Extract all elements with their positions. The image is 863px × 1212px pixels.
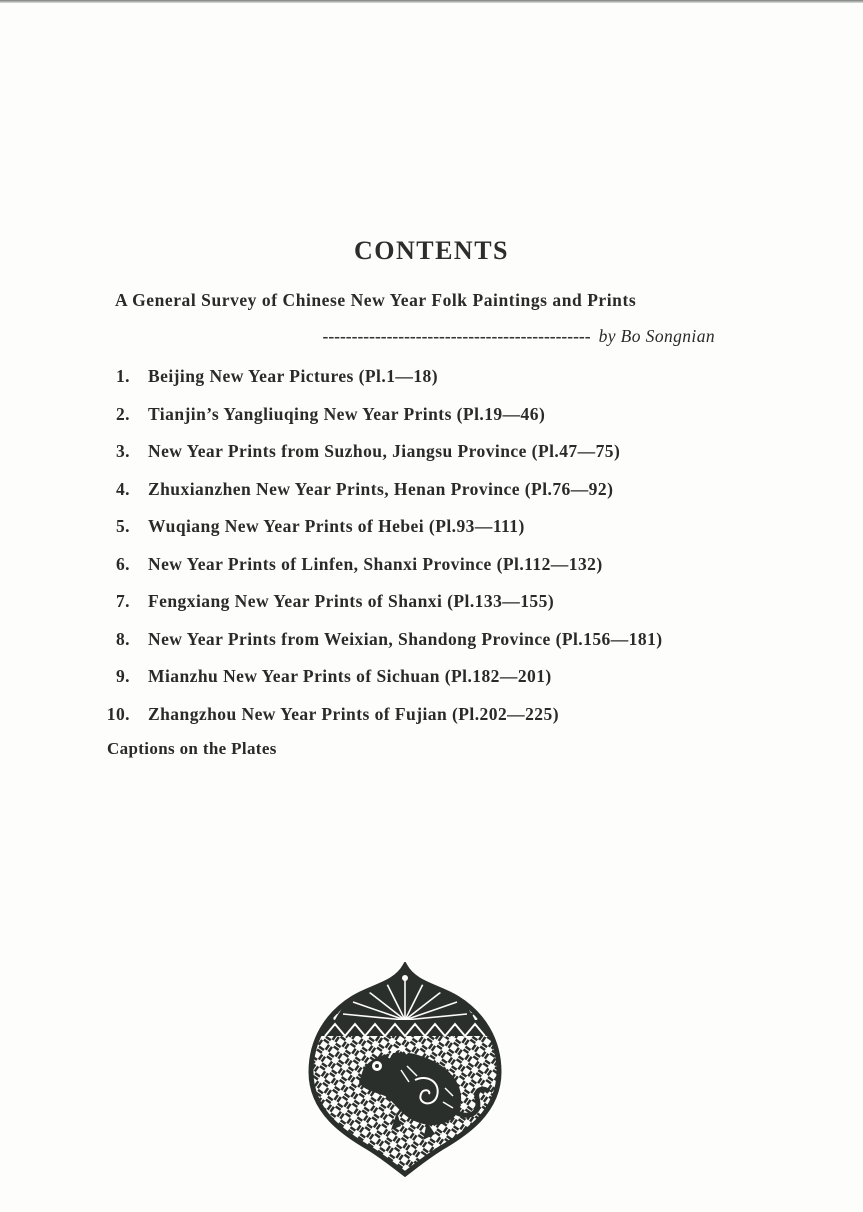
toc-entry-title: Zhangzhou New Year Prints of Fujian (Pl.202—225)	[148, 703, 559, 724]
toc-entry-number: 3.	[115, 441, 130, 461]
captions-heading: Captions on the Plates	[107, 739, 277, 758]
survey-byline	[323, 326, 716, 347]
dot-leader: ----------------------------------------------	[322, 326, 591, 346]
toc-entry-number: 7.	[115, 591, 130, 611]
toc-entry-number: 5.	[115, 516, 130, 536]
toc-entry-title: New Year Prints from Weixian, Shandong Province (Pl.156—181)	[148, 628, 663, 649]
toc-entry-number: 8.	[115, 628, 130, 649]
survey-title: A General Survey of Chinese New Year Folk Paintings and Prints	[115, 290, 637, 310]
toc-entry-title: Mianzhu New Year Prints of Sichuan (Pl.182—201)	[148, 666, 552, 686]
papercut-peach-mouse-icon	[305, 962, 505, 1177]
toc-entry-title: New Year Prints of Linfen, Shanxi Province (Pl.112—132)	[148, 553, 603, 574]
toc-entry-title: Tianjin’s Yangliuqing New Year Prints (Pl.19—46)	[148, 403, 546, 424]
toc-entry-title: Fengxiang New Year Prints of Shanxi (Pl.133—155)	[148, 591, 555, 611]
toc-entry-title: Beijing New Year Pictures (Pl.1—18)	[148, 366, 439, 386]
toc-entry-title: New Year Prints from Suzhou, Jiangsu Province (Pl.47—75)	[148, 441, 621, 461]
toc-entry-number: 2.	[115, 403, 130, 424]
toc-entry-number: 9.	[115, 666, 130, 686]
toc-entry-number: 1.	[115, 366, 130, 386]
toc-entry-number: 6.	[115, 553, 130, 574]
page-top-edge	[0, 0, 863, 3]
toc-entry-title: Zhuxianzhen New Year Prints, Henan Province (Pl.76—92)	[148, 478, 614, 499]
toc-entry-title: Wuqiang New Year Prints of Hebei (Pl.93—111)	[148, 516, 525, 536]
toc-entry-number: 10.	[106, 703, 130, 724]
toc-entry-number: 4.	[115, 478, 130, 499]
author-name: by Bo Songnian	[598, 326, 715, 346]
page-title: CONTENTS	[353, 236, 510, 265]
